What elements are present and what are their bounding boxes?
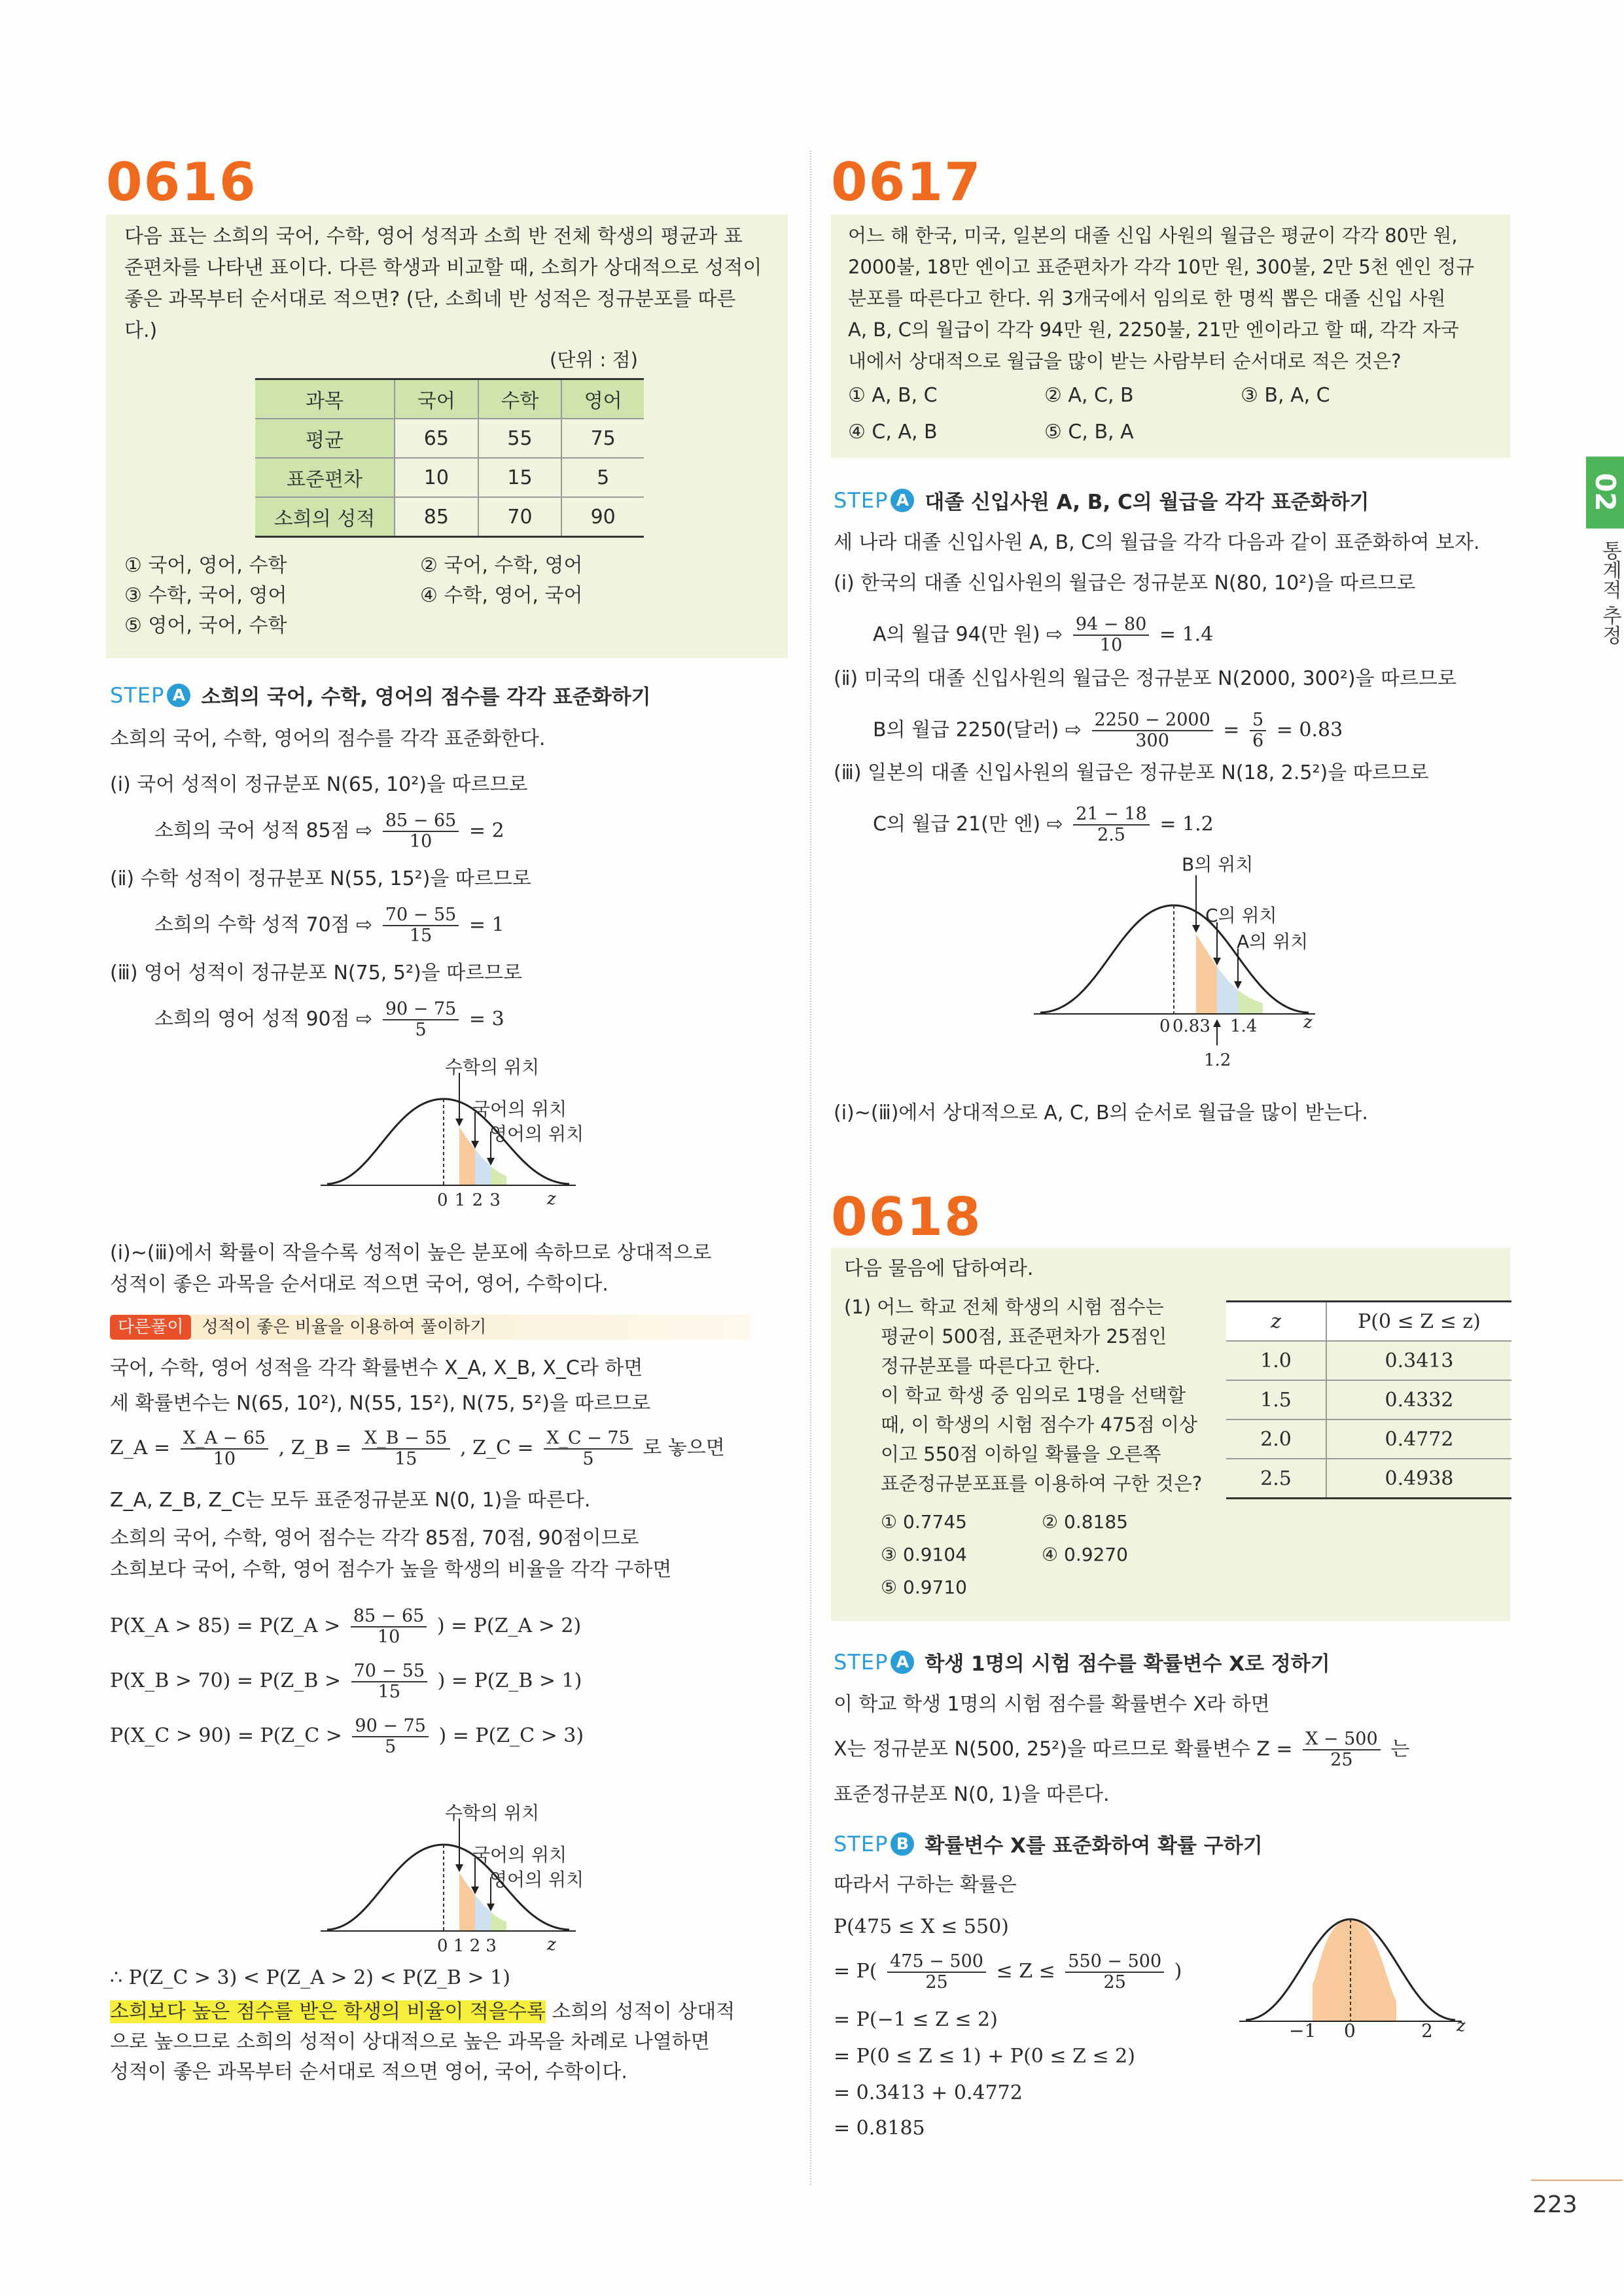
ticks-graph-2: 0 1 2 3 (437, 1936, 497, 1956)
final-line-3: 성적이 좋은 과목부터 순서대로 적으면 영어, 국어, 수학이다. (110, 2061, 627, 2083)
area-eng (491, 1912, 506, 1931)
option-5[interactable]: ⑤ 영어, 국어, 수학 (124, 614, 287, 637)
b-line-7: = 0.8185 (834, 2117, 925, 2140)
area-math (475, 1895, 491, 1931)
prob-a: P(X_A > 85) = P(Z_A > $\frac{85 - 65}{10}$ ) = P(Z_A > 2) (110, 1606, 582, 1647)
alt-line-5: 소희의 국어, 수학, 영어 점수는 각각 85점, 70점, 90점이므로 (110, 1527, 639, 1550)
a-line-1: 이 학교 학생 1명의 시험 점수를 확률변수 X라 하면 (834, 1693, 1270, 1716)
prob-c: P(X_C > 90) = P(Z_C > $\frac{90 - 75}{5}$ ) = P(Z_C > 3) (110, 1716, 584, 1757)
options-0617-row2 (848, 417, 1134, 447)
case-2-0617: (ⅱ) 미국의 대졸 신입사원의 월급은 정규분포 N(2000, 300²)을 따르므로 (834, 667, 1457, 690)
chapter-tab-number: 02 (1589, 472, 1621, 512)
case-2-0616: (ⅱ) 수학 성적이 정규분포 N(55, 15²)을 따르므로 (110, 867, 531, 890)
prob-b: P(X_B > 70) = P(Z_B > $\frac{70 - 55}{15}$ ) = P(Z_B > 1) (110, 1661, 582, 1702)
option-2[interactable]: ② 국어, 수학, 영어 (420, 554, 583, 577)
intro-0616: 소희의 국어, 수학, 영어의 점수를 각각 표준화한다. (110, 727, 546, 750)
page-number-rule (1531, 2180, 1623, 2181)
option-4[interactable]: ④ 수학, 영어, 국어 (420, 584, 583, 607)
alt-solution-bar: 다른풀이 성적이 좋은 비율을 이용하여 풀이하기 (110, 1315, 751, 1340)
area-b (1196, 934, 1217, 1014)
options-0618-right (1042, 1506, 1128, 1571)
options-0618 (881, 1506, 967, 1604)
tick-neg1: −1 (1289, 2020, 1316, 2042)
area-c (1217, 967, 1238, 1014)
option-1[interactable]: ① 0.7745 (881, 1511, 967, 1533)
unit-label: (단위 : 점) (550, 349, 638, 371)
b-line-5: = P(0 ≤ Z ≤ 1) + P(0 ≤ Z ≤ 2) (834, 2045, 1135, 2068)
label-eng-pos: 영어의 위치 (489, 1123, 584, 1145)
z-label-2: z (547, 1935, 556, 1955)
tick-zero: 0 (1344, 2020, 1356, 2042)
area-kor (459, 1873, 475, 1931)
alt-line-6: 소희보다 국어, 수학, 영어 점수가 높을 학생의 비율을 각각 구하면 (110, 1558, 672, 1581)
b-line-4: = P(−1 ≤ Z ≤ 2) (834, 2008, 998, 2031)
conclusion-0616-1: (ⅰ)~(ⅲ)에서 확률이 작을수록 성적이 높은 분포에 속하므로 상대적으로 (110, 1242, 712, 1264)
case-3-calc-0617: C의 월급 21(만 엔) ⇨ $\frac{21 - 18}{2.5}$ = 1.2 (873, 804, 1214, 845)
final-line-1: 소희보다 높은 점수를 받은 학생의 비율이 적을수록 소희의 성적이 상대적 (110, 2000, 735, 2023)
problem-number-0616: 0616 (106, 152, 257, 213)
conclusion-0617: (ⅰ)~(ⅲ)에서 상대적으로 A, C, B의 순서로 월급을 많이 받는다. (834, 1102, 1368, 1124)
alt-line-2: 세 확률변수는 N(65, 10²), N(55, 15²), N(75, 5²)을 따르므로 (110, 1392, 651, 1415)
intro-0617: 세 나라 대졸 신입사원 A, B, C의 월급을 각각 다음과 같이 표준화하여 보자. (834, 531, 1480, 554)
options-0616-right (420, 551, 582, 611)
conclusion-0616-2: 성적이 좋은 과목을 순서대로 적으면 국어, 영어, 수학이다. (110, 1273, 609, 1296)
question-0616: 다음 표는 소희의 국어, 수학, 영어 성적과 소희 반 전체 학생의 평균과 표 준편차를 나타낸 표이다. 다른 학생과 비교할 때, 소희가 상대적으로 성적이 좋은 과목부터 순서대로 적으면? (단, 소희네 반 성적은 정규분포를 따른 다.) (124, 225, 762, 342)
alt-solution-tag: 다른풀이 (110, 1315, 191, 1340)
case-3-0616: (ⅲ) 영어 성적이 정규분포 N(75, 5²)을 따르므로 (110, 962, 523, 984)
tick-0: 0 (1159, 1017, 1171, 1036)
question-0617: 어느 해 한국, 미국, 일본의 대졸 신입 사원의 월급은 평균이 각각 80만 원, 2000불, 18만 엔이고 표준편차가 각각 10만 원, 300불, 2만 5천 엔인 정규 분포를 따른다고 한다. 위 3개국에서 임의로 한 명씩 뽑은 대졸 신입 사원 A, B, C의 월급이 각각 94만 원, 2250불, 21만 엔이라고 할 때, 각각 자국 내에서 상대적으로 월급을 많이 받는 사람부터 순서대로 적은 것은? (848, 224, 1475, 372)
case-3-0617: (ⅲ) 일본의 대졸 신입사원의 월급은 정규분포 N(18, 2.5²)을 따르므로 (834, 761, 1429, 784)
problem-number-0617: 0617 (831, 152, 982, 213)
option-1[interactable]: ① 국어, 영어, 수학 (124, 554, 287, 577)
label-math-pos-2: 수학의 위치 (445, 1802, 540, 1824)
b-line-2: P(475 ≤ X ≤ 550) (834, 1915, 1009, 1938)
case-1-0617: (ⅰ) 한국의 대졸 신입사원의 월급은 정규분포 N(80, 10²)을 따르므로 (834, 572, 1416, 595)
label-b-pos: B의 위치 (1182, 854, 1254, 875)
problem-number-0618: 0618 (831, 1187, 982, 1247)
prompt-0618: 다음 물음에 답하여라. (844, 1257, 1034, 1280)
area-math (475, 1149, 491, 1185)
case-1-calc-0617: A의 월급 94(만 원) ⇨ $\frac{94 - 80}{10}$ = 1.4 (873, 614, 1214, 655)
option-5[interactable]: ⑤ C, B, A (1044, 421, 1134, 444)
step-b-0618: STEP B 확률변수 X를 표준화하여 확률 구하기 (834, 1831, 1263, 1858)
label-kor-pos: 국어의 위치 (472, 1098, 567, 1120)
z-label-0618: z (1456, 2016, 1466, 2036)
chapter-tab-title: 통계적 추정 (1598, 540, 1621, 645)
b-line-3: = P( $\frac{475 - 500}{25}$ ≤ Z ≤ $\frac{550 - 500}{25}$ ) (834, 1951, 1182, 1992)
ticks-graph-1: 0 1 2 3 (437, 1191, 501, 1210)
options-0617-row1 (848, 381, 1330, 411)
tick-083: 0.83 (1173, 1017, 1210, 1036)
area-kor (459, 1127, 475, 1185)
area-eng (491, 1166, 506, 1185)
a-line-3: 표준정규분포 N(0, 1)을 따른다. (834, 1783, 1110, 1806)
tick-14: 1.4 (1230, 1017, 1258, 1036)
step-a-0617: STEP A 대졸 신입사원 A, B, C의 월급을 각각 표준화하기 (834, 487, 1369, 514)
case-1-calc: 소희의 국어 성적 85점 ⇨ $\frac{85 - 65}{10}$ = 2 (154, 810, 504, 852)
option-4[interactable]: ④ 0.9270 (1042, 1544, 1128, 1565)
case-1-0616: (ⅰ) 국어 성적이 정규분포 N(65, 10²)을 따르므로 (110, 773, 528, 796)
option-2[interactable]: ② A, C, B (1044, 384, 1134, 407)
option-5[interactable]: ⑤ 0.9710 (881, 1576, 967, 1598)
option-1[interactable]: ① A, B, C (848, 384, 938, 407)
option-3[interactable]: ③ 수학, 국어, 영어 (124, 584, 287, 607)
step-a-0618: STEP A 학생 1명의 시험 점수를 확률변수 X로 정하기 (834, 1649, 1330, 1676)
label-eng-pos-2: 영어의 위치 (489, 1869, 584, 1890)
score-table: 과목 국어 수학 영어 평균 65 55 75 표준편차 10 15 5 소희의 성적 85 70 90 (255, 378, 644, 538)
case-3-calc: 소희의 영어 성적 90점 ⇨ $\frac{90 - 75}{5}$ = 3 (154, 999, 504, 1040)
column-divider (810, 150, 811, 2185)
area-a (1238, 990, 1263, 1014)
label-kor-pos-2: 국어의 위치 (472, 1844, 567, 1866)
z-label-1: z (547, 1189, 556, 1209)
alt-line-1: 국어, 수학, 영어 성적을 각각 확률변수 X_A, X_B, X_C라 하면 (110, 1357, 643, 1380)
alt-line-3: Z_A = $\frac{X\_A - 65}{10}$ , Z_B = $\frac{X\_B - 55}{15}$ , Z_C = $\frac{X\_C - 75}{5}$ 로 놓으면 (110, 1428, 725, 1469)
alt-line-4: Z_A, Z_B, Z_C는 모두 표준정규분포 N(0, 1)을 따른다. (110, 1489, 591, 1512)
case-2-calc-0617: B의 월급 2250(달러) ⇨ $\frac{2250 - 2000}{300}$ = $\frac{5}{6}$ = 0.83 (873, 710, 1343, 751)
tick-12: 1.2 (1204, 1051, 1231, 1070)
normal-curve-graph-0618 (1239, 1904, 1488, 2034)
option-4[interactable]: ④ C, A, B (848, 421, 938, 444)
tick-two: 2 (1421, 2020, 1433, 2042)
b-line-6: = 0.3413 + 0.4772 (834, 2081, 1023, 2104)
page-number: 223 (1532, 2191, 1578, 2218)
standard-normal-table: z P(0 ≤ Z ≤ z) 1.0 0.3413 1.5 0.4332 2.0 0.4772 2.5 0.4938 (1226, 1300, 1511, 1499)
step-a-0616: STEP A 소희의 국어, 수학, 영어의 점수를 각각 표준화하기 (110, 682, 651, 709)
subquestion-0618: (1) 어느 학교 전체 학생의 시험 점수는 평균이 500점, 표준편차가 25점인 정규분포를 따른다고 한다. 이 학교 학생 중 임의로 1명을 선택할 때, 이 학생의 시험 점수가 475점 이상 이고 550점 이하일 확률을 오른쪽 표준정규분포표를 이용하여 구한 것은? (844, 1296, 1203, 1495)
label-a-pos: A의 위치 (1237, 931, 1309, 952)
final-line-2: 으로 높으므로 소희의 성적이 상대적으로 높은 과목을 차례로 나열하면 (110, 2030, 710, 2053)
label-c-pos: C의 위치 (1205, 905, 1277, 926)
option-3[interactable]: ③ 0.9104 (881, 1544, 967, 1565)
option-2[interactable]: ② 0.8185 (1042, 1511, 1128, 1533)
case-2-calc: 소희의 수학 성적 70점 ⇨ $\frac{70 - 55}{15}$ = 1 (154, 905, 504, 946)
options-0616 (124, 551, 287, 641)
option-3[interactable]: ③ B, A, C (1241, 384, 1330, 407)
therefore-line: ∴ P(Z_C > 3) < P(Z_A > 2) < P(Z_B > 1) (110, 1966, 510, 1989)
a-line-2: X는 정규분포 N(500, 25²)을 따르므로 확률변수 Z = $\frac{X - 500}{25}$ 는 (834, 1729, 1410, 1770)
b-line-1: 따라서 구하는 확률은 (834, 1873, 1017, 1896)
normal-curve-graph-0617 (1034, 870, 1322, 1086)
z-label-0617: z (1303, 1013, 1313, 1032)
highlight-text: 소희보다 높은 점수를 받은 학생의 비율이 적을수록 (110, 2000, 546, 2023)
label-math-pos: 수학의 위치 (445, 1056, 540, 1078)
